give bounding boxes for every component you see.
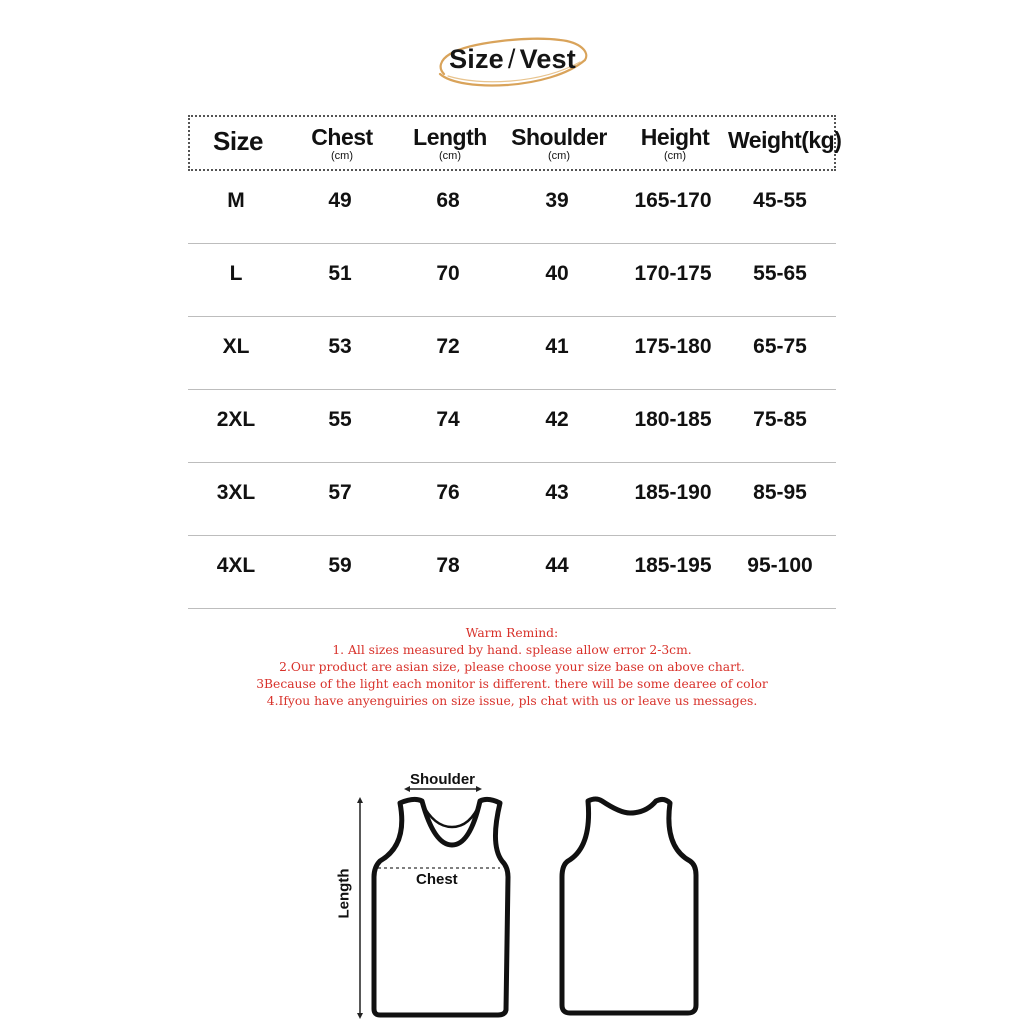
header-weight (728, 117, 842, 169)
header-chest (290, 117, 394, 169)
cell-height: 170-175 (634, 262, 712, 285)
cell-shoulder: 41 (545, 335, 569, 358)
cell-length: 70 (436, 262, 460, 285)
header-unit: (cm) (331, 150, 353, 162)
cell-size: 3XL (216, 481, 256, 504)
cell-size: M (227, 189, 245, 212)
header-label: Shoulder (511, 124, 607, 150)
cell-length: 72 (436, 335, 460, 358)
cell-shoulder: 42 (545, 408, 569, 431)
header-size (190, 117, 286, 169)
header-height (620, 117, 730, 169)
cell-height: 185-190 (634, 481, 712, 504)
title-slash: / (507, 44, 516, 74)
warm-remind-notes (200, 625, 824, 710)
notes-heading: Warm Remind: (465, 626, 559, 640)
title-text (430, 44, 595, 75)
header-unit: (cm) (439, 150, 461, 162)
note-line-4: 4.Ifyou have anyenguiries on size issue, pls chat with us or leave us messages. (266, 694, 758, 708)
header-shoulder (504, 117, 614, 169)
title-size: Size (449, 44, 504, 74)
table-row (188, 317, 836, 390)
table-body (188, 171, 836, 609)
cell-size: L (229, 262, 243, 285)
measurement-diagram (330, 765, 710, 1025)
cell-chest: 59 (328, 554, 352, 577)
note-line-3: 3Because of the light each monitor is different. there will be some dearee of color (256, 677, 768, 691)
cell-length: 76 (436, 481, 460, 504)
table-header (188, 115, 842, 171)
cell-shoulder: 39 (545, 189, 569, 212)
table-row (188, 171, 836, 244)
header-label: Size (212, 126, 264, 156)
size-table (188, 115, 842, 577)
shoulder-label: Shoulder (410, 771, 476, 788)
cell-height: 180-185 (634, 408, 712, 431)
header-label: Length (413, 124, 487, 150)
cell-size: 4XL (216, 554, 256, 577)
cell-shoulder: 40 (545, 262, 569, 285)
cell-weight: 95-100 (747, 554, 813, 577)
header-unit: (cm) (548, 150, 570, 162)
title-vest: Vest (519, 44, 576, 74)
cell-weight: 55-65 (753, 262, 807, 285)
header-unit: (cm) (664, 150, 686, 162)
cell-length: 74 (436, 408, 460, 431)
cell-length: 68 (436, 189, 460, 212)
cell-height: 185-195 (634, 554, 712, 577)
header-label: Weight(kg) (728, 127, 842, 153)
cell-chest: 51 (328, 262, 352, 285)
chest-label: Chest (416, 871, 458, 888)
cell-weight: 65-75 (753, 335, 807, 358)
cell-height: 165-170 (634, 189, 712, 212)
table-row (188, 244, 836, 317)
cell-shoulder: 43 (545, 481, 569, 504)
cell-chest: 49 (328, 189, 352, 212)
cell-chest: 53 (328, 335, 352, 358)
cell-weight: 85-95 (753, 481, 807, 504)
cell-chest: 57 (328, 481, 352, 504)
header-label: Height (640, 124, 710, 150)
page-title (430, 30, 595, 90)
cell-size: XL (222, 335, 250, 358)
cell-shoulder: 44 (545, 554, 569, 577)
header-length (396, 117, 504, 169)
cell-weight: 75-85 (753, 408, 807, 431)
header-label: Chest (311, 124, 373, 150)
note-line-1: 1. All sizes measured by hand. splease allow error 2-3cm. (332, 643, 692, 657)
cell-weight: 45-55 (753, 189, 807, 212)
cell-height: 175-180 (634, 335, 712, 358)
cell-size: 2XL (216, 408, 256, 431)
table-row (188, 463, 836, 536)
table-row (188, 390, 836, 463)
length-label: Length (335, 868, 353, 919)
cell-chest: 55 (328, 408, 352, 431)
cell-length: 78 (436, 554, 460, 577)
table-row (188, 536, 836, 609)
vest-outline-icon (330, 765, 710, 1025)
note-line-2: 2.Our product are asian size, please choose your size base on above chart. (279, 660, 745, 674)
